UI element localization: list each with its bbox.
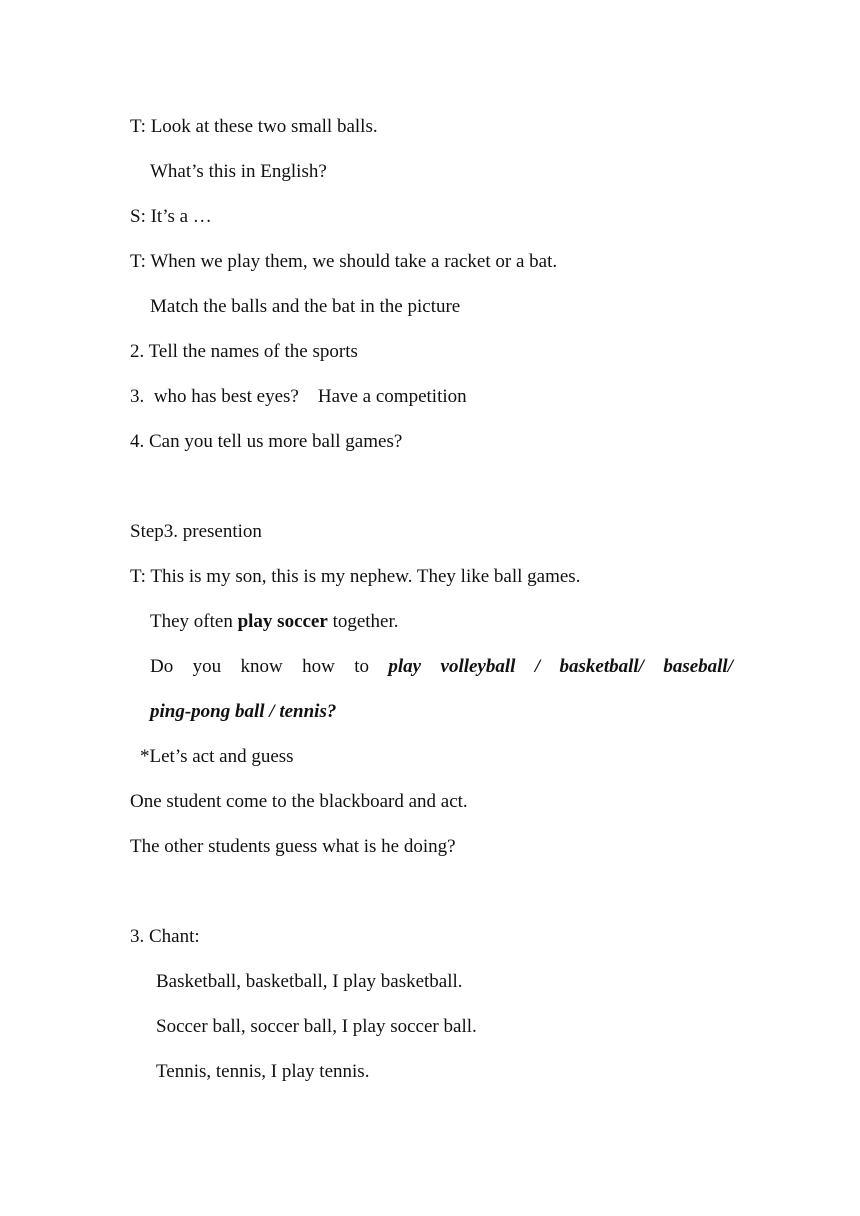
list-item-2: 2. Tell the names of the sports: [130, 341, 358, 362]
teacher-line-sports-cont: ping-pong ball / tennis?: [150, 701, 337, 722]
know-how-sports: play volleyball / basketball/ baseball/: [388, 656, 733, 677]
activity-line-act: One student come to the blackboard and act.: [130, 791, 468, 812]
chant-line-basketball: Basketball, basketball, I play basketball.: [156, 971, 463, 992]
chant-line-tennis: Tennis, tennis, I play tennis.: [156, 1061, 370, 1082]
teacher-line-soccer: [150, 610, 399, 634]
student-line-answer: S: It’s a …: [130, 206, 212, 227]
soccer-bold: play soccer: [237, 611, 328, 632]
soccer-pre: They often: [150, 611, 238, 632]
teacher-line-racket: T: When we play them, we should take a racket or a bat.: [130, 251, 558, 272]
soccer-post: together.: [327, 611, 399, 632]
teacher-line-son: T: This is my son, this is my nephew. They like ball games.: [130, 566, 581, 587]
activity-act-guess: *Let’s act and guess: [140, 746, 294, 767]
teacher-line-match: Match the balls and the bat in the picture: [150, 296, 461, 317]
chant-heading: 3. Chant:: [130, 926, 200, 947]
activity-line-guess: The other students guess what is he doing?: [130, 836, 456, 857]
step-heading: Step3. presention: [130, 521, 262, 542]
teacher-line-question: What’s this in English?: [150, 161, 327, 182]
list-item-3: 3. who has best eyes? Have a competition: [130, 386, 467, 407]
teacher-line-know-how: [150, 655, 733, 679]
list-item-4: 4. Can you tell us more ball games?: [130, 431, 403, 452]
teacher-line-look: T: Look at these two small balls.: [130, 116, 378, 137]
chant-line-soccer: Soccer ball, soccer ball, I play soccer ball.: [156, 1016, 477, 1037]
know-how-pre: Do you know how to: [150, 656, 389, 677]
